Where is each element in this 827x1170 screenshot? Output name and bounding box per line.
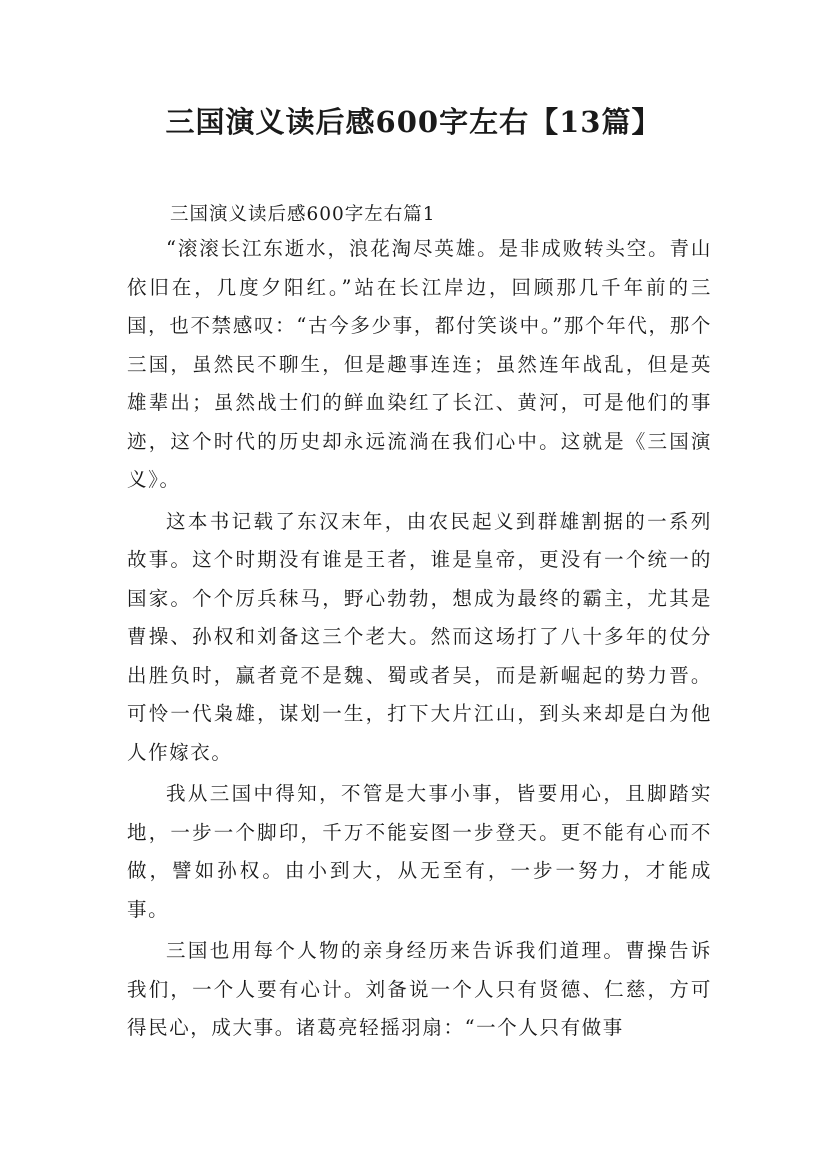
section-title: 三国演义读后感600字左右篇1 <box>170 204 436 225</box>
paragraph: 三国也用每个人物的亲身经历来告诉我们道理。曹操告诉我们，一个人要有心计。刘备说一个人只有贤德、仁慈，方可得民心，成大事。诸葛亮轻摇羽扇：“一个人只有做事 <box>127 939 712 1039</box>
paragraph: “滚滚长江东逝水，浪花淘尽英雄。是非成败转头空。青山依旧在，几度夕阳红。”站在长江岸边，回顾那几千年前的三国，也不禁感叹：“古今多少事，都付笑谈中。”那个年代，那个三国，虽然民不聊生，但是趣事连连；虽然连年战乱，但是英雄辈出；虽然战士们的鲜血染红了长江、黄河，可是他们的事迹，这个时代的历史却永远流淌在我们心中。这就是《三国演义》。 <box>127 237 712 491</box>
paragraph: 这本书记载了东汉末年，由农民起义到群雄割据的一系列故事。这个时期没有谁是王者，谁是皇帝，更没有一个统一的国家。个个厉兵秣马，野心勃勃，想成为最终的霸主，尤其是曹操、孙权和刘备这三个老大。然而这场打了八十多年的仗分出胜负时，赢者竟不是魏、蜀或者吴，而是新崛起的势力晋。可怜一代枭雄，谋划一生，打下大片江山，到头来却是白为他人作嫁衣。 <box>127 509 712 764</box>
document-body <box>127 230 712 1051</box>
paragraph: 我从三国中得知，不管是大事小事，皆要用心，且脚踏实地，一步一个脚印，千万不能妄图一步登天。更不能有心而不做，譬如孙权。由小到大，从无至有，一步一努力，才能成事。 <box>127 782 712 921</box>
document-title: 三国演义读后感600字左右【13篇】 <box>165 105 662 139</box>
